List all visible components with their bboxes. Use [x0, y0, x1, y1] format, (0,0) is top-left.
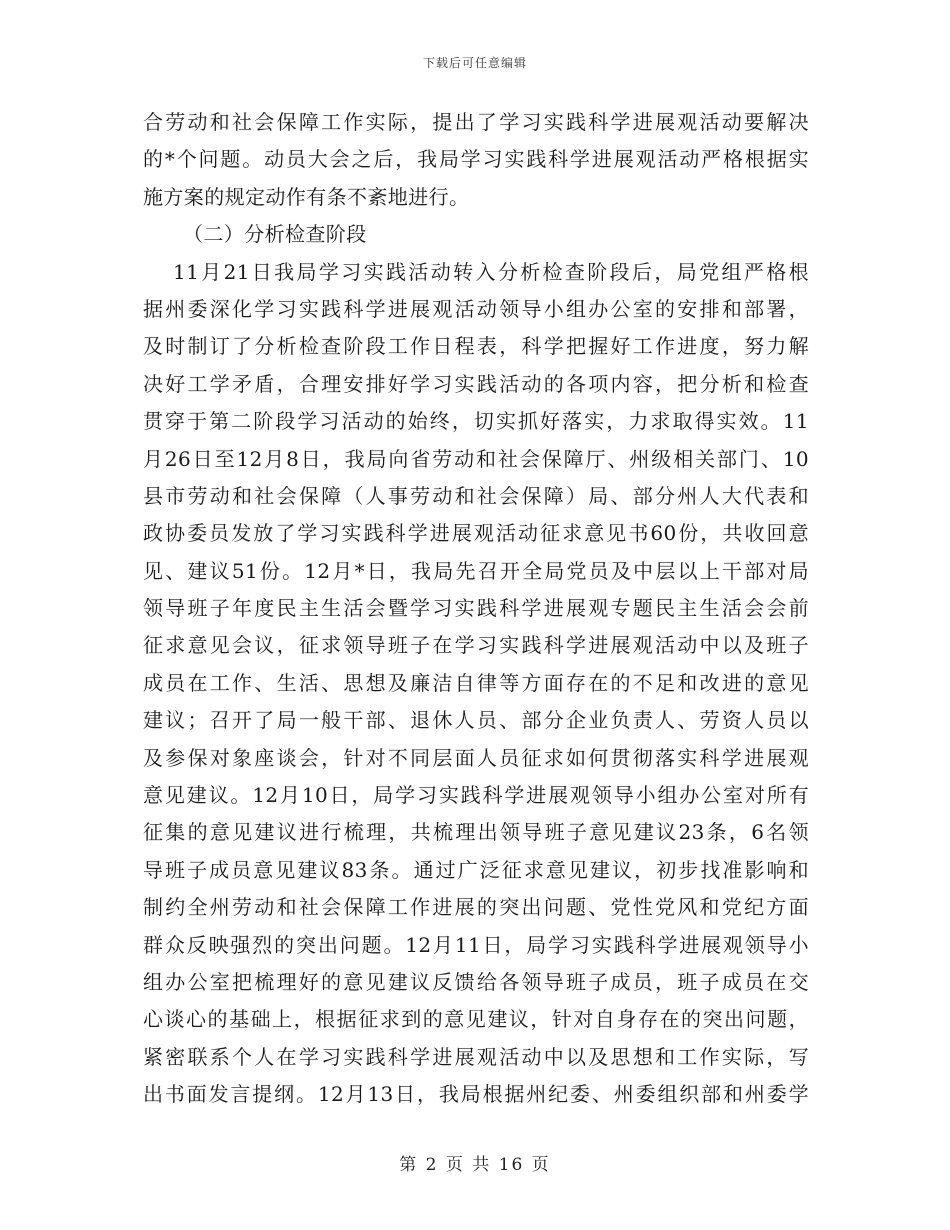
paragraph-line: 群众反映强烈的突出问题。12月11日，局学习实践科学进展观领导小	[143, 932, 809, 957]
paragraph-line: 组办公室把梳理好的意见建议反馈给各领导班子成员，班子成员在交	[143, 969, 809, 994]
paragraph-line: 出书面发言提纲。12月13日，我局根据州纪委、州委组织部和州委学	[143, 1082, 809, 1107]
paragraph-line: 见、建议51份。12月*日，我局先召开全局党员及中层以上干部对局	[143, 558, 809, 583]
paragraph-line: 领导班子年度民主生活会暨学习实践科学进展观专题民主生活会会前	[143, 596, 809, 621]
paragraph-line: 导班子成员意见建议83条。通过广泛征求意见建议，初步找准影响和	[143, 857, 809, 882]
paragraph-line: 紧密联系个人在学习实践科学进展观活动中以及思想和工作实际，写	[143, 1044, 809, 1069]
paragraph-line: 制约全州劳动和社会保障工作进展的突出问题、党性党风和党纪方面	[143, 895, 809, 920]
paragraph-line: 成员在工作、生活、思想及廉洁自律等方面存在的不足和改进的意见	[143, 670, 809, 695]
paragraph-line: 征求意见会议，征求领导班子在学习实践科学进展观活动中以及班子	[143, 633, 809, 658]
paragraph-line: 征集的意见建议进行梳理，共梳理出领导班子意见建议23条，6名领	[143, 820, 809, 845]
paragraph-line: 据州委深化学习实践科学进展观活动领导小组办公室的安排和部署，	[143, 296, 809, 321]
paragraph-line: 及时制订了分析检查阶段工作日程表，科学把握好工作进度，努力解	[143, 334, 809, 359]
paragraph-line: 月26日至12月8日，我局向省劳动和社会保障厅、州级相关部门、10	[143, 446, 809, 471]
paragraph-line: 建议；召开了局一般干部、退休人员、部分企业负责人、劳资人员以	[143, 708, 809, 733]
section-heading: （二）分析检查阶段	[183, 222, 367, 247]
paragraph-line: 合劳动和社会保障工作实际，提出了学习实践科学进展观活动要解决	[143, 110, 809, 134]
paragraph-line: 政协委员发放了学习实践科学进展观活动征求意见书60份，共收回意	[143, 521, 809, 546]
paragraph-line: 的*个问题。动员大会之后，我局学习实践科学进展观活动严格根据实	[143, 147, 809, 172]
paragraph-line: 心谈心的基础上，根据征求到的意见建议，针对自身存在的突出问题，	[143, 1007, 809, 1032]
paragraph-line: 及参保对象座谈会，针对不同层面人员征求如何贯彻落实科学进展观	[143, 745, 809, 770]
paragraph-line: 县市劳动和社会保障（人事劳动和社会保障）局、部分州人大代表和	[143, 483, 809, 508]
paragraph-line: 意见建议。12月10日，局学习实践科学进展观领导小组办公室对所有	[143, 783, 809, 808]
page-header: 下载后可任意编辑	[422, 56, 527, 70]
paragraph-line: 施方案的规定动作有条不紊地进行。	[143, 184, 470, 209]
paragraph-line: 11月21日我局学习实践活动转入分析检查阶段后，局党组严格根	[173, 259, 809, 284]
page-footer: 第 2 页 共 16 页	[399, 1155, 551, 1175]
paragraph-line: 贯穿于第二阶段学习活动的始终，切实抓好落实，力求取得实效。11	[143, 409, 809, 434]
paragraph-line: 决好工学矛盾，合理安排好学习实践活动的各项内容，把分析和检查	[143, 371, 809, 396]
body-text	[143, 104, 809, 1114]
